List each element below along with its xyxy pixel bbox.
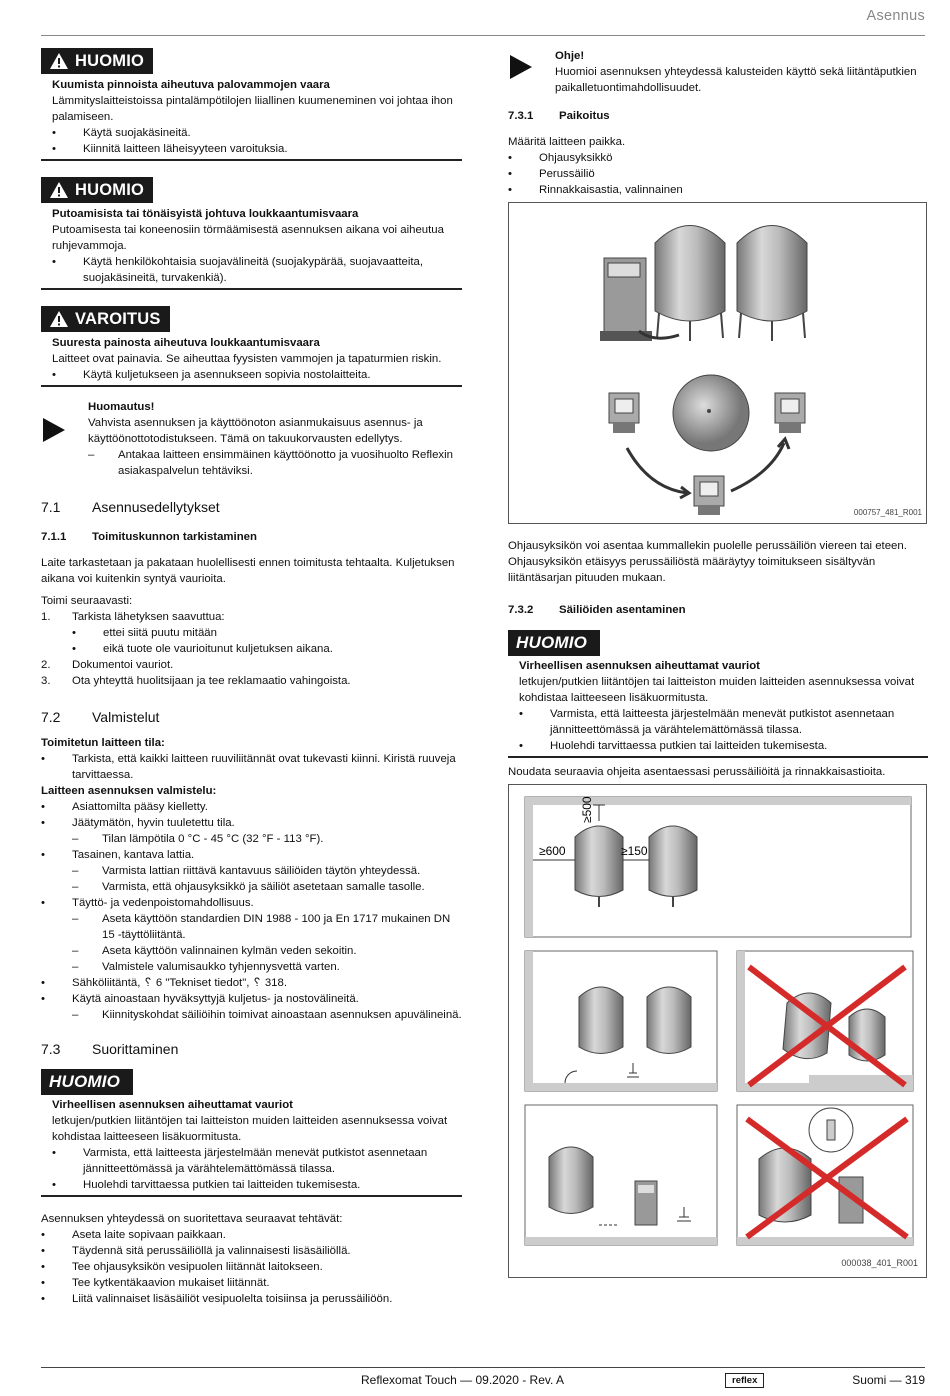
tasks-list: • Aseta laite sopivaan paikkaan. • Täydennä sitä perussäiliöllä ja valinnaisesti lisäsäiliöllä. • Tee ohjausyksikön vesipuolen liitännät laitokseen. • Tee kytkentäkaavion mukaiset liitännät. • Liitä valinnaiset lisäsäiliöt vesipuolelta toisiinsa ja perussäiliöön. (41, 1227, 462, 1307)
paragraph: Laite tarkastetaan ja pakataan huolellisesti ennen toimitusta tehtaalta. Kuljetuksen aikana voi kuitenkin syntyä vaurioita. (41, 557, 455, 585)
note-text: Lämmityslaitteistoissa pintalämpötilojen liiallinen kuumeneminen voi johtaa ihon palamiseen. (52, 95, 453, 123)
list-item: • Käytä suojakäsineitä. (52, 125, 462, 141)
step-text: Ota yhteyttä huolitsijaan ja tee reklamaatio vahingoista. (72, 675, 351, 687)
tank-installation-figure (508, 784, 927, 1278)
paragraph: Asennuksen yhteydessä on suoritettava seuraavat tehtävät: (41, 1213, 343, 1225)
label: Laitteen asennuksen valmistelu: (41, 785, 217, 797)
figure-code: 000757_481_R001 (853, 508, 922, 517)
brand-logo: reflex (725, 1373, 764, 1388)
subsection-heading: 7.1.1 Toimituskunnon tarkistaminen (41, 531, 257, 543)
left-column (41, 46, 462, 1307)
page-number: Suomi — 319 (852, 1373, 925, 1387)
figure-code: 000038_401_R001 (841, 1258, 918, 1268)
step-text: Tarkista lähetyksen saavuttua: (72, 611, 225, 623)
positioning-figure (508, 202, 927, 524)
list-item: • Varmista, että laitteesta järjestelmään menevät putkistot asennetaan jännitteettömässä ja värähtelemättömässä tilassa. (519, 706, 928, 738)
safety-note-falling (41, 206, 462, 290)
page-header (41, 0, 925, 36)
note-title: Virheellisen asennuksen aiheuttamat vauriot (52, 1099, 293, 1111)
safety-note-installation (508, 658, 928, 758)
warning-triangle-icon (49, 181, 69, 199)
safety-note-weight (41, 335, 462, 387)
hint-text: Huomioi asennuksen yhteydessä kalusteiden käyttö sekä liitäntäputkien paikalletuontimahdollisuudet. (555, 66, 917, 94)
warning-triangle-icon (49, 52, 69, 70)
warning-signal: VAROITUS (41, 306, 170, 332)
dimension-label: ≥600 (539, 844, 566, 858)
prep-list: • Asiattomilta pääsy kielletty. • Jäätymätön, hyvin tuuletettu tila. – Tilan lämpötila 0 °C - 45 °C (32 °F - 113 °F). • Tasainen, kantava lattia. – Varmista lattian riittävä kantavuus säiliöiden täytön yhteydessä. – Varmista, että ohjausyksikkö ja säiliöt asetetaan samalle tasolle. • Täyttö- ja vedenpoistomahdollisuus. – Aseta käyttöön standardien DIN 1988 - 100 ja En 1717 mukainen DN 15 -täyttöliitäntä. – Aseta käyttöön valinnainen kylmän veden sekoitin. – Valmistele valumisaukko tyhjennysvettä varten. • Sähköliitäntä, ␦ 6 "Tekniset tiedot", ␦ 318. • Käytä ainoastaan hyväksyttyjä kuljetus- ja nostovälineitä. – Kiinnityskohdat säiliöihin toimivat ainoastaan asennuksen apuvälineinä. (41, 799, 462, 1023)
paragraph: Määritä laitteen paikka. (508, 136, 626, 148)
list-item: • Käytä henkilökohtaisia suojavälineitä (suojakypärää, suojavaatteita, suojakäsineitä, turvakenkiä). (52, 254, 462, 286)
list-item: • Varmista, että laitteesta järjestelmään menevät putkistot asennetaan jännitteettömässä ja värähtelemättömässä tilassa. (52, 1145, 462, 1177)
play-arrow-icon (509, 54, 533, 80)
hint-title: Ohje! (555, 50, 585, 62)
step-text: Dokumentoi vauriot. (72, 659, 174, 671)
list-item: – Antakaa laitteen ensimmäinen käyttöönotto ja vuosihuolto Reflexin asiakaspalvelun tehtäviksi. (57, 447, 462, 479)
caution-signal: HUOMIO (41, 177, 153, 203)
play-arrow-icon (42, 417, 66, 443)
caution-signal: HUOMIO (508, 630, 600, 656)
section-heading: 7.3 Suorittaminen (41, 1041, 179, 1057)
tanks-layout-illustration (509, 203, 926, 523)
note-title: Putoamisista tai tönäisyistä johtuva loukkaantumisvaara (52, 208, 359, 220)
caution-signal: HUOMIO (41, 48, 153, 74)
hint-title: Huomautus! (88, 401, 155, 413)
dimension-label: ≥500 (580, 796, 594, 823)
hint-box (41, 399, 462, 479)
section-heading: 7.1 Asennusedellytykset (41, 499, 220, 515)
right-column: Ohje! Huomioi asennuksen yhteydessä kalusteiden käyttö sekä liitäntäputkien paikalletuontimahdollisuudet. 7.3.1 Paikoitus Määritä laitteen paikka. • Ohjausyksikkö • Perussäiliö • Rinnakkaisastia, valinnainen 000757_481_R001 Ohjausyksikön voi asentaa kummallekin puolelle perussäiliön viereen tai eteen. Ohjausyksikön etäisyys perussäiliöstä määräytyy toimitukseen sisältyvän liitäntäsarjan pituuden mukaan. 7.3.2 Säiliöiden asentaminen HUOMIO Virheellisen asennuksen aiheuttamat vauriot letkujen/putkien liitäntöjen tai laitteiston muiden laitteiden asennuksessa voivat kohdistaa laitteeseen lisäkuormitusta. • Varmista, että laitteesta järjestelmään menevät putkistot asennetaan jännitteettömässä ja värähtelemättömässä tilassa. • Huolehdi tarvittaessa putkien tai laitteiden tukemisesta. Noudata seuraavia ohjeita asentaessasi perussäiliöitä ja rinnakkaisastioita. ≥500 ≥600 ≥150 000038_401_R001 (508, 46, 928, 1278)
note-title: Kuumista pinnoista aiheutuva palovammojen vaara (52, 79, 330, 91)
hint-box (508, 48, 928, 96)
subsection-heading: 7.3.2 Säiliöiden asentaminen (508, 604, 686, 616)
label: Toimitetun laitteen tila: (41, 737, 165, 749)
list-item: • Käytä kuljetukseen ja asennukseen sopivia nostolaitteita. (52, 367, 462, 383)
note-title: Suuresta painosta aiheutuva loukkaantumisvaara (52, 337, 320, 349)
paragraph: Ohjausyksikön voi asentaa kummallekin puolelle perussäiliön viereen tai eteen. Ohjausyksikön etäisyys perussäiliöstä määräytyy toimitukseen sisältyvän liitäntäsarjan pituuden mukaan. (508, 540, 907, 584)
section-title: Asennus (866, 8, 925, 24)
list-item: • Huolehdi tarvittaessa putkien tai laitteiden tukemisesta. (519, 738, 928, 754)
page-footer (41, 1367, 925, 1396)
list-item: • Tarkista, että kaikki laitteen ruuviliitännät ovat tukevasti kiinni. Kiristä ruuveja tarvittaessa. (41, 751, 462, 783)
subsection-heading: 7.3.1 Paikoitus (508, 110, 610, 122)
steps-list: 1. Tarkista lähetyksen saavuttua: • ettei siitä puutu mitään • eikä tuote ole vaurioitunut kuljetuksen aikana. 2. Dokumentoi vauriot. 3. Ota yhteyttä huolitsijaan ja tee reklamaatio vahingoista. (41, 609, 462, 689)
dimension-label: ≥150 (621, 844, 648, 858)
document-title: Reflexomat Touch — 09.2020 - Rev. A (361, 1373, 564, 1387)
hint-text: Vahvista asennuksen ja käyttöönoton asianmukaisuus asennus- ja käyttöönottotodistukseen. Tämä on takuukorvausten edellytys. (88, 417, 423, 445)
note-text: Putoamisesta tai koneenosiin törmäämisestä asennuksen aikana voi aiheutua ruhjevammoja. (52, 224, 444, 252)
tank-clearance-illustration (509, 785, 926, 1277)
note-text: letkujen/putkien liitäntöjen tai laitteiston muiden laitteiden asennuksessa voivat kohdistaa laitteeseen lisäkuormitusta. (52, 1115, 448, 1143)
list-item: • ettei siitä puutu mitään (72, 625, 462, 641)
note-text: Laitteet ovat painavia. Se aiheuttaa fyysisten vammojen ja tapaturmien riskin. (52, 353, 442, 365)
note-title: Virheellisen asennuksen aiheuttamat vauriot (519, 660, 760, 672)
list-item: • Huolehdi tarvittaessa putkien tai laitteiden tukemisesta. (52, 1177, 462, 1193)
note-text: letkujen/putkien liitäntöjen tai laitteiston muiden laitteiden asennuksessa voivat kohdistaa laitteeseen lisäkuormitusta. (519, 676, 915, 704)
caution-signal: HUOMIO (41, 1069, 133, 1095)
crossref-text[interactable]: Sähköliitäntä, ␦ 6 "Tekniset tiedot", ␦ 318. (72, 977, 288, 989)
list-item: • Kiinnitä laitteen läheisyyteen varoituksia. (52, 141, 462, 157)
paragraph: Toimi seuraavasti: (41, 595, 133, 607)
warning-triangle-icon (49, 310, 69, 328)
paragraph: Noudata seuraavia ohjeita asentaessasi perussäiliöitä ja rinnakkaisastioita. (508, 766, 886, 778)
section-heading: 7.2 Valmistelut (41, 709, 160, 725)
list-item: • eikä tuote ole vaurioitunut kuljetuksen aikana. (72, 641, 462, 657)
safety-note-installation (41, 1097, 462, 1197)
safety-note-burns (41, 77, 462, 161)
